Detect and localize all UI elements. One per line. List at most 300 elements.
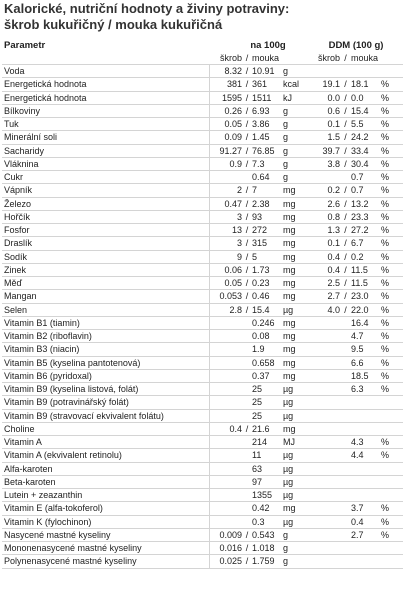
table-row (2, 475, 403, 488)
ddm-mouka: 0.4 (349, 515, 379, 528)
ddm-slash (342, 356, 349, 369)
ddm-mouka: 0.2 (349, 250, 379, 263)
parameter-name: Beta-karoten (2, 475, 209, 488)
ddm-mouka: 24.2 (349, 131, 379, 144)
value-slash: / (245, 185, 249, 196)
ddm-mouka (349, 409, 379, 422)
unit: µg (281, 383, 309, 396)
ddm-mouka: 4.7 (349, 330, 379, 343)
percent-sign: % (379, 210, 403, 223)
value-skrob (209, 369, 244, 382)
value-slash: / (245, 119, 249, 130)
unit: mg (281, 250, 309, 263)
percent-sign: % (379, 78, 403, 91)
table-row (2, 489, 403, 502)
ddm-slash: / (342, 118, 349, 131)
percent-sign: % (379, 316, 403, 329)
value-slash: / (245, 105, 249, 116)
ddm-skrob (309, 555, 342, 568)
ddm-slash: / (342, 157, 349, 170)
parameter-name: Vápník (2, 184, 209, 197)
ddm-mouka (349, 462, 379, 475)
unit: mg (281, 330, 309, 343)
value-slash: / (245, 251, 249, 262)
ddm-mouka: 11.5 (349, 277, 379, 290)
ddm-slash (342, 449, 349, 462)
value-mouka: 5 (250, 250, 281, 263)
table-header-row (2, 39, 403, 52)
ddm-slash (342, 502, 349, 515)
unit: mg (281, 316, 309, 329)
ddm-skrob: 0.8 (309, 210, 342, 223)
value-mouka: 25 (250, 409, 281, 422)
ddm-slash (342, 343, 349, 356)
value-mouka: 0.246 (250, 316, 281, 329)
unit: µg (281, 303, 309, 316)
ddm-skrob: 39.7 (309, 144, 342, 157)
parameter-name: Minerální soli (2, 131, 209, 144)
ddm-slash: / (342, 131, 349, 144)
ddm-skrob: 1.5 (309, 131, 342, 144)
parameter-name: Vitamin B3 (niacin) (2, 343, 209, 356)
value-skrob (209, 343, 244, 356)
percent-sign: % (379, 144, 403, 157)
header-per-100g: na 100g (250, 39, 286, 51)
value-skrob (209, 475, 244, 488)
unit: g (281, 171, 309, 184)
ddm-mouka: 9.5 (349, 343, 379, 356)
ddm-mouka: 2.7 (349, 528, 379, 541)
unit: kJ (281, 91, 309, 104)
value-skrob (209, 330, 244, 343)
ddm-skrob: 1.3 (309, 224, 342, 237)
parameter-name: Vitamin B2 (riboflavin) (2, 330, 209, 343)
table-row (2, 118, 403, 131)
subheader-ddm-skrob: škrob (318, 53, 341, 63)
percent-sign: % (379, 237, 403, 250)
ddm-skrob (309, 475, 342, 488)
table-subheader-row (2, 52, 403, 65)
parameter-name: Tuk (2, 118, 209, 131)
percent-sign: % (379, 330, 403, 343)
value-mouka: 10.91 (250, 65, 281, 78)
table-row (2, 343, 403, 356)
value-slash: / (245, 238, 249, 249)
ddm-mouka (349, 475, 379, 488)
table-row (2, 462, 403, 475)
parameter-name: Bílkoviny (2, 104, 209, 117)
ddm-slash (342, 171, 349, 184)
percent-sign: % (379, 436, 403, 449)
value-skrob: 0.05 (209, 118, 244, 131)
ddm-slash: / (342, 184, 349, 197)
value-skrob: 0.47 (209, 197, 244, 210)
value-mouka: 0.23 (250, 277, 281, 290)
percent-sign: % (379, 197, 403, 210)
ddm-mouka: 6.6 (349, 356, 379, 369)
value-skrob: 381 (209, 78, 244, 91)
table-row (2, 65, 403, 78)
ddm-skrob: 2.6 (309, 197, 342, 210)
parameter-name: Zinek (2, 263, 209, 276)
value-mouka: 63 (250, 462, 281, 475)
percent-sign (379, 489, 403, 502)
percent-sign: % (379, 263, 403, 276)
table-row (2, 303, 403, 316)
value-skrob (209, 502, 244, 515)
unit: mg (281, 263, 309, 276)
ddm-slash (342, 409, 349, 422)
parameter-name: Vitamin E (alfa-tokoferol) (2, 502, 209, 515)
table-row (2, 436, 403, 449)
unit: MJ (281, 436, 309, 449)
unit: µg (281, 462, 309, 475)
value-skrob: 3 (209, 210, 244, 223)
ddm-skrob: 19.1 (309, 78, 342, 91)
table-row (2, 409, 403, 422)
value-mouka: 25 (250, 396, 281, 409)
value-slash: / (245, 264, 249, 275)
ddm-slash: / (342, 210, 349, 223)
value-mouka: 0.3 (250, 515, 281, 528)
ddm-slash (342, 383, 349, 396)
parameter-name: Hořčík (2, 210, 209, 223)
unit: mg (281, 210, 309, 223)
ddm-slash: / (342, 237, 349, 250)
value-slash: / (245, 423, 249, 434)
percent-sign (379, 65, 403, 78)
percent-sign: % (379, 118, 403, 131)
nutrition-table (2, 39, 403, 569)
table-row (2, 356, 403, 369)
value-skrob: 9 (209, 250, 244, 263)
ddm-mouka: 6.3 (349, 383, 379, 396)
value-skrob: 8.32 (209, 65, 244, 78)
parameter-name: Voda (2, 65, 209, 78)
subheader-mouka: mouka (252, 53, 280, 63)
unit: mg (281, 369, 309, 382)
percent-sign: % (379, 356, 403, 369)
ddm-skrob (309, 330, 342, 343)
value-slash: / (245, 132, 249, 143)
table-row (2, 515, 403, 528)
parameter-name: Energetická hodnota (2, 78, 209, 91)
unit: kcal (281, 78, 309, 91)
unit: g (281, 104, 309, 117)
value-skrob: 0.025 (209, 555, 244, 568)
parameter-name: Mangan (2, 290, 209, 303)
table-row (2, 396, 403, 409)
percent-sign: % (379, 383, 403, 396)
unit: mg (281, 224, 309, 237)
value-mouka: 1.759 (250, 555, 281, 568)
percent-sign: % (379, 369, 403, 382)
percent-sign: % (379, 290, 403, 303)
value-slash: / (245, 145, 249, 156)
value-mouka: 214 (250, 436, 281, 449)
ddm-mouka: 16.4 (349, 316, 379, 329)
value-mouka: 0.543 (250, 528, 281, 541)
table-row (2, 263, 403, 276)
ddm-skrob: 0.2 (309, 184, 342, 197)
value-slash: / (245, 556, 249, 567)
ddm-skrob: 0.4 (309, 250, 342, 263)
ddm-slash (342, 65, 349, 78)
value-skrob: 0.26 (209, 104, 244, 117)
percent-sign (379, 409, 403, 422)
ddm-slash: / (342, 144, 349, 157)
parameter-name: Sodík (2, 250, 209, 263)
parameter-name: Vitamin A (ekvivalent retinolu) (2, 449, 209, 462)
ddm-mouka: 0.7 (349, 184, 379, 197)
ddm-skrob (309, 396, 342, 409)
ddm-slash: / (342, 78, 349, 91)
parameter-name: Vitamin B9 (kyselina listová, folát) (2, 383, 209, 396)
percent-sign: % (379, 528, 403, 541)
parameter-name: Energetická hodnota (2, 91, 209, 104)
ddm-slash (342, 542, 349, 555)
percent-sign: % (379, 184, 403, 197)
ddm-skrob (309, 436, 342, 449)
value-mouka: 1355 (250, 489, 281, 502)
ddm-skrob (309, 489, 342, 502)
value-skrob (209, 489, 244, 502)
value-slash: / (245, 278, 249, 289)
ddm-slash: / (342, 224, 349, 237)
value-skrob: 0.09 (209, 131, 244, 144)
value-mouka: 3.86 (250, 118, 281, 131)
unit: µg (281, 449, 309, 462)
parameter-name: Vitamin B5 (kyselina pantotenová) (2, 356, 209, 369)
ddm-slash (342, 422, 349, 435)
ddm-skrob (309, 542, 342, 555)
value-skrob: 0.4 (209, 422, 244, 435)
unit: g (281, 144, 309, 157)
value-skrob (209, 449, 244, 462)
parameter-name: Cukr (2, 171, 209, 184)
parameter-name: Alfa-karoten (2, 462, 209, 475)
percent-sign (379, 422, 403, 435)
percent-sign: % (379, 303, 403, 316)
ddm-mouka: 11.5 (349, 263, 379, 276)
value-mouka: 7.3 (250, 157, 281, 170)
ddm-skrob (309, 449, 342, 462)
unit: µg (281, 489, 309, 502)
ddm-skrob (309, 343, 342, 356)
percent-sign: % (379, 104, 403, 117)
ddm-slash: / (342, 303, 349, 316)
unit: g (281, 65, 309, 78)
value-skrob: 2.8 (209, 303, 244, 316)
value-mouka: 6.93 (250, 104, 281, 117)
ddm-mouka (349, 396, 379, 409)
unit: mg (281, 237, 309, 250)
table-row (2, 369, 403, 382)
value-slash: / (245, 158, 249, 169)
value-skrob (209, 436, 244, 449)
ddm-skrob: 2.5 (309, 277, 342, 290)
table-row (2, 277, 403, 290)
table-row (2, 91, 403, 104)
ddm-slash: / (342, 277, 349, 290)
value-mouka: 361 (250, 78, 281, 91)
ddm-skrob (309, 515, 342, 528)
ddm-skrob: 0.6 (309, 104, 342, 117)
table-row (2, 104, 403, 117)
title-line-2: škrob kukuřičný / mouka kukuřičná (4, 17, 223, 32)
parameter-name: Vitamin A (2, 436, 209, 449)
value-mouka: 25 (250, 383, 281, 396)
ddm-slash (342, 436, 349, 449)
table-row (2, 224, 403, 237)
ddm-slash: / (342, 104, 349, 117)
table-row (2, 78, 403, 91)
percent-sign: % (379, 157, 403, 170)
table-row (2, 197, 403, 210)
value-mouka: 272 (250, 224, 281, 237)
ddm-mouka: 22.0 (349, 303, 379, 316)
value-mouka: 0.64 (250, 171, 281, 184)
value-skrob (209, 316, 244, 329)
unit: µg (281, 409, 309, 422)
value-mouka: 76.85 (250, 144, 281, 157)
ddm-mouka: 23.3 (349, 210, 379, 223)
ddm-slash: / (342, 91, 349, 104)
parameter-name: Vitamin K (fylochinon) (2, 515, 209, 528)
ddm-skrob (309, 409, 342, 422)
value-skrob: 1595 (209, 91, 244, 104)
unit: g (281, 542, 309, 555)
value-mouka: 1.45 (250, 131, 281, 144)
parameter-name: Vitamin B1 (tiamin) (2, 316, 209, 329)
ddm-mouka: 0.7 (349, 171, 379, 184)
parameter-name: Vitamin B6 (pyridoxal) (2, 369, 209, 382)
ddm-skrob (309, 502, 342, 515)
ddm-mouka: 6.7 (349, 237, 379, 250)
subheader-ddm-mouka: mouka (351, 53, 379, 63)
value-mouka: 15.4 (250, 303, 281, 316)
ddm-mouka: 23.0 (349, 290, 379, 303)
ddm-mouka (349, 489, 379, 502)
ddm-slash (342, 515, 349, 528)
subheader-ddm-slash: / (344, 53, 347, 63)
value-skrob: 91.27 (209, 144, 244, 157)
unit: mg (281, 184, 309, 197)
value-mouka: 7 (250, 184, 281, 197)
parameter-name: Choline (2, 422, 209, 435)
value-mouka: 0.46 (250, 290, 281, 303)
ddm-mouka: 15.4 (349, 104, 379, 117)
percent-sign (379, 555, 403, 568)
percent-sign (379, 396, 403, 409)
ddm-slash: / (342, 250, 349, 263)
table-row (2, 144, 403, 157)
table-row (2, 237, 403, 250)
value-skrob: 3 (209, 237, 244, 250)
value-skrob: 0.06 (209, 263, 244, 276)
ddm-mouka (349, 422, 379, 435)
parameter-name: Lutein + zeazanthin (2, 489, 209, 502)
ddm-mouka: 0.0 (349, 91, 379, 104)
table-row (2, 542, 403, 555)
value-skrob: 0.9 (209, 157, 244, 170)
value-skrob (209, 462, 244, 475)
parameter-name: Mononenasycené mastné kyseliny (2, 542, 209, 555)
parameter-name: Železo (2, 197, 209, 210)
ddm-skrob: 0.1 (309, 118, 342, 131)
table-row (2, 157, 403, 170)
percent-sign (379, 542, 403, 555)
ddm-skrob (309, 383, 342, 396)
percent-sign: % (379, 502, 403, 515)
ddm-slash (342, 316, 349, 329)
value-mouka: 93 (250, 210, 281, 223)
percent-sign: % (379, 343, 403, 356)
ddm-mouka (349, 65, 379, 78)
ddm-skrob: 0.4 (309, 263, 342, 276)
ddm-mouka: 27.2 (349, 224, 379, 237)
value-skrob (209, 409, 244, 422)
value-slash: / (245, 211, 249, 222)
unit: µg (281, 396, 309, 409)
ddm-skrob (309, 528, 342, 541)
unit: mg (281, 502, 309, 515)
value-skrob (209, 515, 244, 528)
percent-sign: % (379, 250, 403, 263)
table-row (2, 555, 403, 568)
value-slash: / (245, 291, 249, 302)
ddm-skrob (309, 356, 342, 369)
value-slash: / (245, 304, 249, 315)
ddm-skrob: 0.0 (309, 91, 342, 104)
table-row (2, 502, 403, 515)
ddm-mouka (349, 555, 379, 568)
table-row (2, 131, 403, 144)
ddm-skrob: 4.0 (309, 303, 342, 316)
ddm-mouka: 33.4 (349, 144, 379, 157)
value-mouka: 1.018 (250, 542, 281, 555)
table-row (2, 290, 403, 303)
value-skrob: 2 (209, 184, 244, 197)
value-mouka: 97 (250, 475, 281, 488)
parameter-name: Měď (2, 277, 209, 290)
parameter-name: Selen (2, 303, 209, 316)
ddm-skrob: 3.8 (309, 157, 342, 170)
unit: µg (281, 475, 309, 488)
table-row (2, 210, 403, 223)
percent-sign (379, 475, 403, 488)
ddm-slash (342, 475, 349, 488)
unit: g (281, 157, 309, 170)
value-mouka: 0.08 (250, 330, 281, 343)
value-skrob (209, 356, 244, 369)
ddm-mouka: 30.4 (349, 157, 379, 170)
page-title (0, 0, 405, 33)
ddm-skrob (309, 65, 342, 78)
table-row (2, 528, 403, 541)
value-skrob (209, 383, 244, 396)
table-row (2, 330, 403, 343)
unit: mg (281, 277, 309, 290)
value-skrob (209, 396, 244, 409)
ddm-skrob (309, 462, 342, 475)
ddm-slash (342, 528, 349, 541)
value-mouka: 11 (250, 449, 281, 462)
ddm-skrob (309, 171, 342, 184)
ddm-mouka: 13.2 (349, 197, 379, 210)
unit: g (281, 118, 309, 131)
percent-sign: % (379, 277, 403, 290)
